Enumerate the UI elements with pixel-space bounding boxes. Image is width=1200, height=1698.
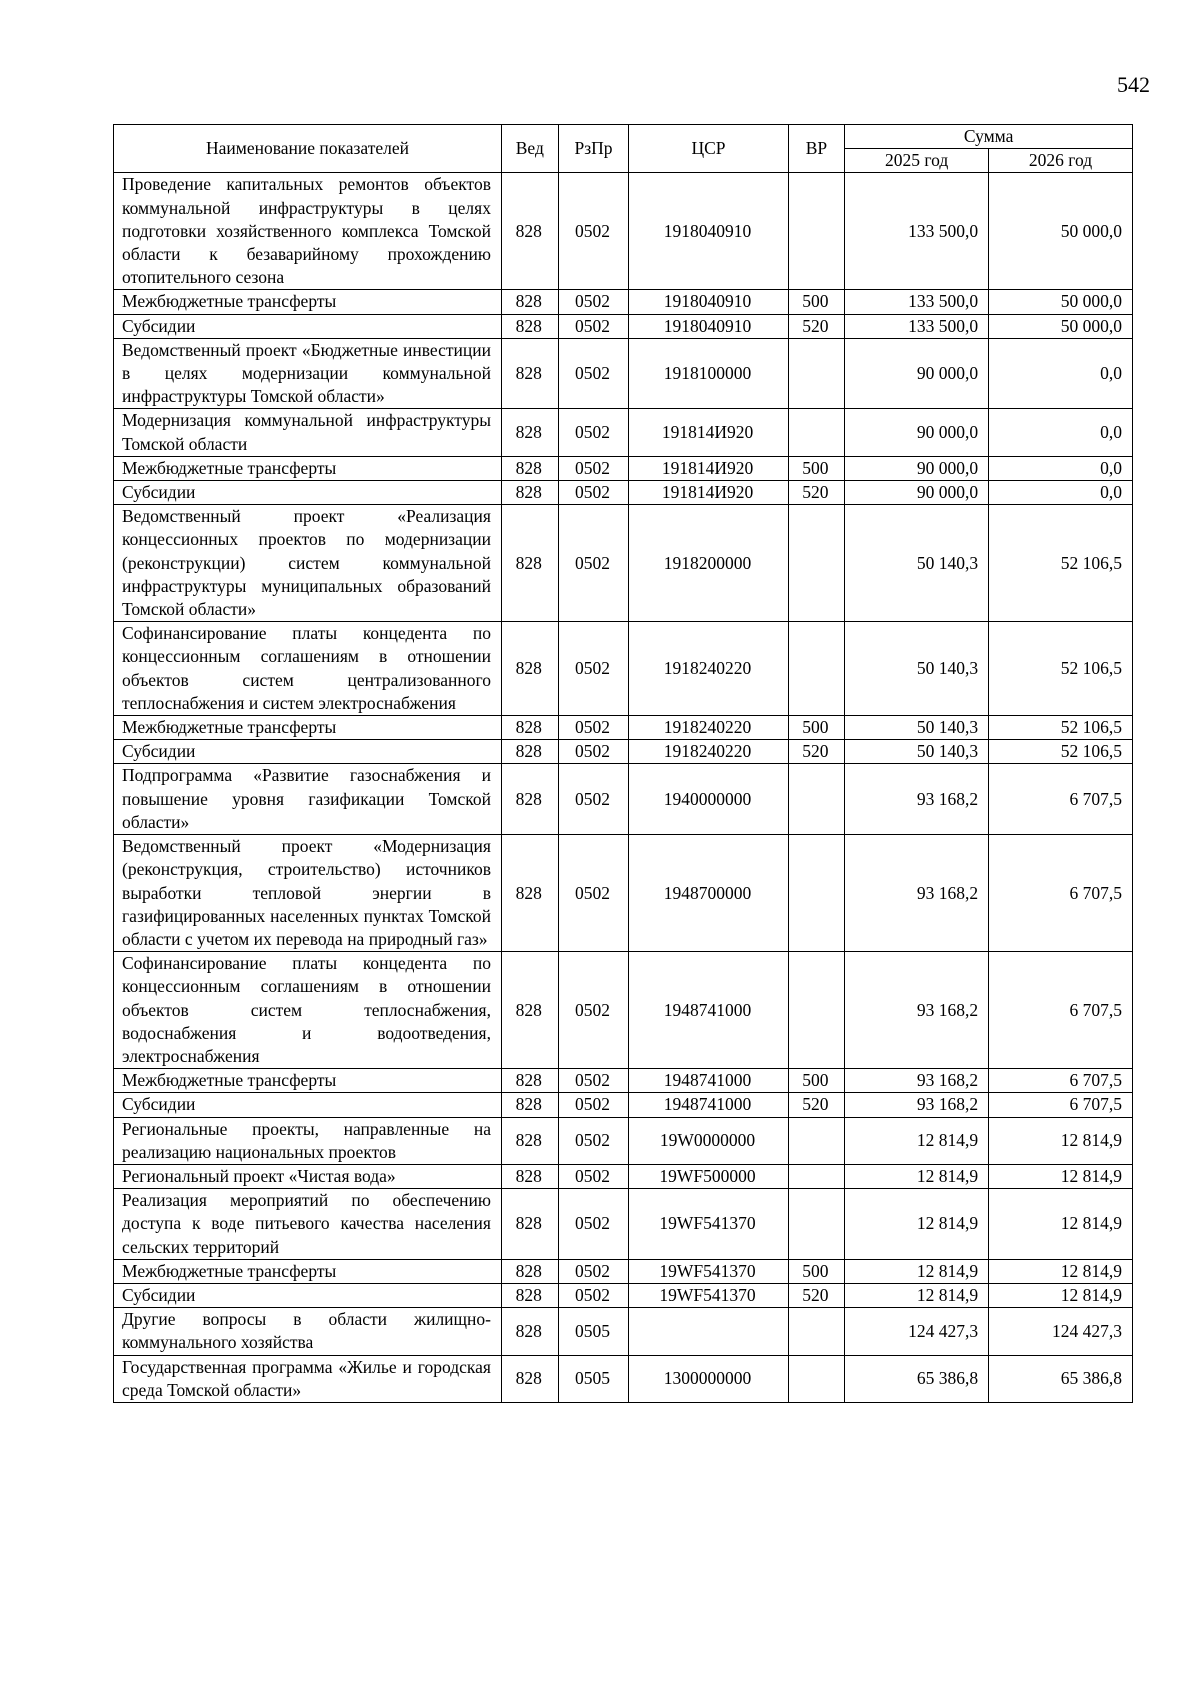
cell-csr: 19WF500000 <box>629 1164 788 1188</box>
cell-csr: 1918040910 <box>629 290 788 314</box>
cell-2026: 50 000,0 <box>989 173 1133 290</box>
cell-rzpr: 0502 <box>558 1259 629 1283</box>
cell-2025: 50 140,3 <box>845 622 989 716</box>
table-row <box>114 481 1133 505</box>
cell-ved: 828 <box>501 1117 558 1164</box>
cell-2025: 93 168,2 <box>845 952 989 1069</box>
cell-2026: 12 814,9 <box>989 1259 1133 1283</box>
table-row <box>114 456 1133 480</box>
cell-csr: 191814И920 <box>629 409 788 456</box>
cell-name: Субсидии <box>114 1283 502 1307</box>
table-row <box>114 1093 1133 1117</box>
cell-vr: 520 <box>788 740 845 764</box>
cell-2026: 12 814,9 <box>989 1117 1133 1164</box>
cell-vr <box>788 1164 845 1188</box>
page-number: 542 <box>1117 72 1150 97</box>
table-row <box>114 1283 1133 1307</box>
cell-rzpr: 0502 <box>558 1117 629 1164</box>
cell-2025: 90 000,0 <box>845 409 989 456</box>
cell-rzpr: 0502 <box>558 952 629 1069</box>
cell-2025: 50 140,3 <box>845 740 989 764</box>
cell-2025: 90 000,0 <box>845 481 989 505</box>
cell-2026: 6 707,5 <box>989 1069 1133 1093</box>
cell-vr <box>788 338 845 409</box>
cell-2026: 0,0 <box>989 481 1133 505</box>
cell-rzpr: 0502 <box>558 1283 629 1307</box>
cell-name: Региональные проекты, направленные на реализацию национальных проектов <box>114 1117 502 1164</box>
cell-2025: 93 168,2 <box>845 1093 989 1117</box>
cell-ved: 828 <box>501 952 558 1069</box>
cell-rzpr: 0502 <box>558 1164 629 1188</box>
cell-vr <box>788 764 845 835</box>
cell-ved: 828 <box>501 764 558 835</box>
cell-rzpr: 0502 <box>558 622 629 716</box>
table-row <box>114 622 1133 716</box>
cell-ved: 828 <box>501 1259 558 1283</box>
header-csr: ЦСР <box>629 125 788 173</box>
budget-table <box>113 124 1133 1403</box>
cell-rzpr: 0502 <box>558 290 629 314</box>
cell-vr <box>788 409 845 456</box>
cell-csr: 191814И920 <box>629 481 788 505</box>
cell-2025: 133 500,0 <box>845 314 989 338</box>
cell-ved: 828 <box>501 338 558 409</box>
cell-csr: 19W0000000 <box>629 1117 788 1164</box>
cell-ved: 828 <box>501 835 558 952</box>
cell-2025: 12 814,9 <box>845 1117 989 1164</box>
cell-2026: 6 707,5 <box>989 835 1133 952</box>
table-row <box>114 1355 1133 1402</box>
cell-2025: 93 168,2 <box>845 1069 989 1093</box>
cell-2026: 12 814,9 <box>989 1189 1133 1260</box>
cell-2026: 52 106,5 <box>989 740 1133 764</box>
cell-vr <box>788 1189 845 1260</box>
cell-2026: 6 707,5 <box>989 764 1133 835</box>
cell-name: Межбюджетные трансферты <box>114 1069 502 1093</box>
cell-name: Субсидии <box>114 1093 502 1117</box>
cell-rzpr: 0502 <box>558 764 629 835</box>
cell-ved: 828 <box>501 1355 558 1402</box>
cell-rzpr: 0502 <box>558 1069 629 1093</box>
header-rzpr: РзПр <box>558 125 629 173</box>
cell-2026: 6 707,5 <box>989 1093 1133 1117</box>
cell-name: Государственная программа «Жилье и городская среда Томской области» <box>114 1355 502 1402</box>
cell-csr: 19WF541370 <box>629 1259 788 1283</box>
cell-rzpr: 0502 <box>558 314 629 338</box>
cell-rzpr: 0502 <box>558 740 629 764</box>
header-name: Наименование показателей <box>114 125 502 173</box>
cell-ved: 828 <box>501 1093 558 1117</box>
cell-name: Ведомственный проект «Модернизация (реконструкция, строительство) источников выработки тепловой энергии в газифицированных населенных пунктах Томской области с учетом их перевода на природный газ» <box>114 835 502 952</box>
cell-vr <box>788 505 845 622</box>
cell-name: Межбюджетные трансферты <box>114 1259 502 1283</box>
cell-2025: 12 814,9 <box>845 1164 989 1188</box>
cell-vr: 500 <box>788 290 845 314</box>
cell-2025: 50 140,3 <box>845 716 989 740</box>
table-row <box>114 173 1133 290</box>
cell-2026: 124 427,3 <box>989 1308 1133 1355</box>
header-2026: 2026 год <box>989 149 1133 173</box>
cell-csr: 1918200000 <box>629 505 788 622</box>
cell-2026: 0,0 <box>989 409 1133 456</box>
cell-name: Субсидии <box>114 481 502 505</box>
cell-csr: 1918240220 <box>629 740 788 764</box>
cell-2025: 133 500,0 <box>845 290 989 314</box>
cell-2025: 65 386,8 <box>845 1355 989 1402</box>
cell-name: Субсидии <box>114 314 502 338</box>
table-row <box>114 1069 1133 1093</box>
cell-ved: 828 <box>501 1283 558 1307</box>
cell-csr: 19WF541370 <box>629 1283 788 1307</box>
cell-name: Ведомственный проект «Бюджетные инвестиции в целях модернизации коммунальной инфраструктуры Томской области» <box>114 338 502 409</box>
cell-ved: 828 <box>501 740 558 764</box>
table-header <box>114 125 1133 173</box>
cell-2026: 52 106,5 <box>989 505 1133 622</box>
cell-rzpr: 0502 <box>558 456 629 480</box>
cell-csr: 1948741000 <box>629 1069 788 1093</box>
table-row <box>114 952 1133 1069</box>
table-body <box>114 173 1133 1403</box>
cell-ved: 828 <box>501 173 558 290</box>
cell-rzpr: 0505 <box>558 1355 629 1402</box>
cell-csr: 1918240220 <box>629 622 788 716</box>
table-row <box>114 1308 1133 1355</box>
cell-rzpr: 0502 <box>558 1189 629 1260</box>
cell-csr: 1948700000 <box>629 835 788 952</box>
cell-vr: 500 <box>788 716 845 740</box>
table-row <box>114 505 1133 622</box>
cell-rzpr: 0502 <box>558 835 629 952</box>
cell-vr: 520 <box>788 481 845 505</box>
cell-vr: 500 <box>788 1259 845 1283</box>
cell-ved: 828 <box>501 409 558 456</box>
table-row <box>114 835 1133 952</box>
cell-2026: 52 106,5 <box>989 622 1133 716</box>
table-row <box>114 314 1133 338</box>
cell-2025: 93 168,2 <box>845 835 989 952</box>
cell-ved: 828 <box>501 1189 558 1260</box>
cell-vr: 500 <box>788 1069 845 1093</box>
cell-ved: 828 <box>501 1164 558 1188</box>
cell-ved: 828 <box>501 290 558 314</box>
cell-vr <box>788 173 845 290</box>
cell-2026: 0,0 <box>989 338 1133 409</box>
cell-rzpr: 0502 <box>558 481 629 505</box>
cell-ved: 828 <box>501 314 558 338</box>
cell-vr <box>788 622 845 716</box>
cell-2025: 133 500,0 <box>845 173 989 290</box>
cell-vr <box>788 835 845 952</box>
cell-rzpr: 0502 <box>558 505 629 622</box>
cell-csr: 1918040910 <box>629 173 788 290</box>
cell-name: Реализация мероприятий по обеспечению доступа к воде питьевого качества населения сельских территорий <box>114 1189 502 1260</box>
cell-2025: 12 814,9 <box>845 1189 989 1260</box>
header-ved: Вед <box>501 125 558 173</box>
cell-2026: 12 814,9 <box>989 1164 1133 1188</box>
cell-csr: 1948741000 <box>629 1093 788 1117</box>
cell-rzpr: 0502 <box>558 338 629 409</box>
cell-vr: 520 <box>788 314 845 338</box>
cell-name: Другие вопросы в области жилищно-коммунального хозяйства <box>114 1308 502 1355</box>
cell-csr <box>629 1308 788 1355</box>
header-2025: 2025 год <box>845 149 989 173</box>
cell-ved: 828 <box>501 1308 558 1355</box>
cell-name: Межбюджетные трансферты <box>114 290 502 314</box>
cell-csr: 1948741000 <box>629 952 788 1069</box>
cell-vr <box>788 1308 845 1355</box>
cell-2026: 12 814,9 <box>989 1283 1133 1307</box>
table-row <box>114 1189 1133 1260</box>
cell-csr: 1918040910 <box>629 314 788 338</box>
table-row <box>114 290 1133 314</box>
cell-csr: 1918100000 <box>629 338 788 409</box>
cell-rzpr: 0502 <box>558 173 629 290</box>
cell-name: Региональный проект «Чистая вода» <box>114 1164 502 1188</box>
cell-2026: 52 106,5 <box>989 716 1133 740</box>
table-row <box>114 1164 1133 1188</box>
cell-vr: 500 <box>788 456 845 480</box>
table-row <box>114 764 1133 835</box>
cell-vr: 520 <box>788 1093 845 1117</box>
cell-ved: 828 <box>501 1069 558 1093</box>
cell-name: Межбюджетные трансферты <box>114 716 502 740</box>
cell-csr: 1940000000 <box>629 764 788 835</box>
cell-vr <box>788 1355 845 1402</box>
cell-ved: 828 <box>501 481 558 505</box>
cell-csr: 1300000000 <box>629 1355 788 1402</box>
cell-2026: 6 707,5 <box>989 952 1133 1069</box>
cell-name: Софинансирование платы концедента по концессионным соглашениям в отношении объектов систем централизованного теплоснабжения и систем электроснабжения <box>114 622 502 716</box>
cell-2025: 90 000,0 <box>845 338 989 409</box>
cell-2026: 50 000,0 <box>989 290 1133 314</box>
table-row <box>114 740 1133 764</box>
table-row <box>114 409 1133 456</box>
cell-2026: 0,0 <box>989 456 1133 480</box>
cell-csr: 19WF541370 <box>629 1189 788 1260</box>
cell-rzpr: 0502 <box>558 716 629 740</box>
cell-csr: 1918240220 <box>629 716 788 740</box>
header-sum: Сумма <box>845 125 1133 149</box>
cell-name: Межбюджетные трансферты <box>114 456 502 480</box>
cell-name: Подпрограмма «Развитие газоснабжения и повышение уровня газификации Томской области» <box>114 764 502 835</box>
cell-name: Модернизация коммунальной инфраструктуры Томской области <box>114 409 502 456</box>
cell-2025: 124 427,3 <box>845 1308 989 1355</box>
header-vr: ВР <box>788 125 845 173</box>
table-row <box>114 1117 1133 1164</box>
cell-rzpr: 0502 <box>558 409 629 456</box>
cell-2025: 12 814,9 <box>845 1259 989 1283</box>
cell-rzpr: 0505 <box>558 1308 629 1355</box>
table-row <box>114 338 1133 409</box>
cell-ved: 828 <box>501 716 558 740</box>
cell-name: Проведение капитальных ремонтов объектов коммунальной инфраструктуры в целях подготовки хозяйственного комплекса Томской области к безаварийному прохождению отопительного сезона <box>114 173 502 290</box>
cell-vr <box>788 1117 845 1164</box>
cell-csr: 191814И920 <box>629 456 788 480</box>
cell-2025: 12 814,9 <box>845 1283 989 1307</box>
cell-rzpr: 0502 <box>558 1093 629 1117</box>
cell-name: Ведомственный проект «Реализация концессионных проектов по модернизации (реконструкции) систем коммунальной инфраструктуры муниципальных образований Томской области» <box>114 505 502 622</box>
cell-2025: 90 000,0 <box>845 456 989 480</box>
cell-2026: 65 386,8 <box>989 1355 1133 1402</box>
cell-vr: 520 <box>788 1283 845 1307</box>
cell-2025: 50 140,3 <box>845 505 989 622</box>
cell-2026: 50 000,0 <box>989 314 1133 338</box>
table-row <box>114 716 1133 740</box>
table-row <box>114 1259 1133 1283</box>
cell-ved: 828 <box>501 622 558 716</box>
cell-ved: 828 <box>501 505 558 622</box>
cell-2025: 93 168,2 <box>845 764 989 835</box>
cell-vr <box>788 952 845 1069</box>
cell-ved: 828 <box>501 456 558 480</box>
cell-name: Субсидии <box>114 740 502 764</box>
cell-name: Софинансирование платы концедента по концессионным соглашениям в отношении объектов систем теплоснабжения, водоснабжения и водоотведения, электроснабжения <box>114 952 502 1069</box>
